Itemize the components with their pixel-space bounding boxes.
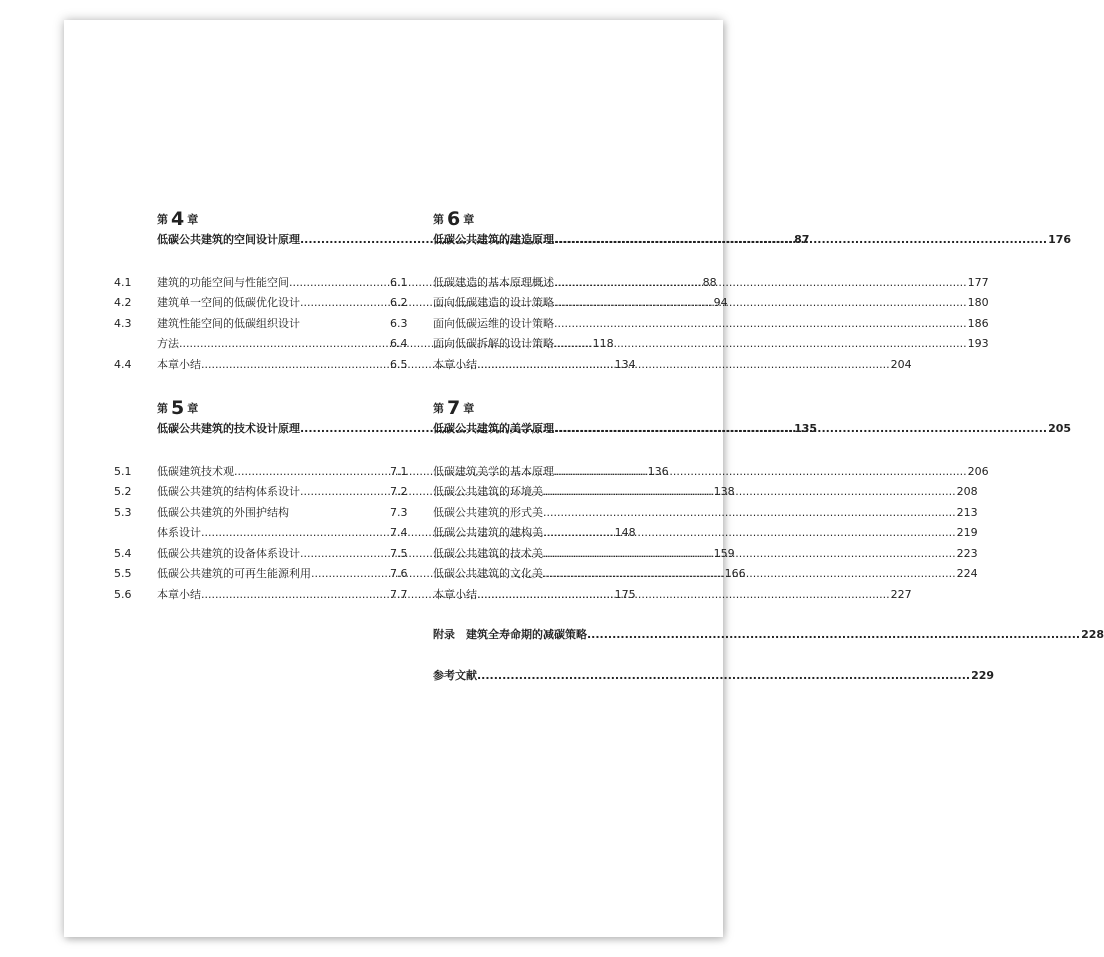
toc-entry[interactable]: 7.6 低碳公共建筑的文化美 ..... 224 [390, 564, 640, 585]
toc-entry[interactable]: 5.4 低碳公共建筑的设备体系设计 ..... 159 [114, 544, 364, 565]
toc-entry[interactable]: 7.7 本章小结 ..... 227 [390, 585, 640, 606]
chapter-number: 4 [171, 208, 185, 230]
toc-entry[interactable]: 5.3 低碳公共建筑的外围护结构 [114, 505, 289, 519]
toc-entry-continued[interactable]: 方法 ..... 118 [114, 334, 364, 355]
chapter-title[interactable]: 低碳公共建筑的建造原理 ..... 176 [433, 230, 640, 251]
toc-entry-continued[interactable]: 体系设计 ..... 148 [114, 523, 364, 544]
chapter-label: 第 6 章 [433, 208, 475, 230]
appendix-entry[interactable]: 附录 建筑全寿命期的减碳策略 ..... 228 [433, 625, 640, 646]
chapter-label: 第 4 章 [157, 208, 199, 230]
toc-entry[interactable]: 7.1 低碳建筑美学的基本原理 ..... 206 [390, 462, 640, 483]
toc-entry[interactable]: 5.2 低碳公共建筑的结构体系设计 ..... 138 [114, 482, 364, 503]
toc-entry[interactable]: 4.1 建筑的功能空间与性能空间 ..... 88 [114, 273, 364, 294]
chapter-label: 第 5 章 [157, 397, 199, 419]
chapter-number: 5 [171, 397, 185, 419]
toc-entry[interactable]: 7.3 低碳公共建筑的形式美 ..... 213 [390, 503, 640, 524]
toc-entry[interactable]: 6.2 面向低碳建造的设计策略 ..... 180 [390, 293, 640, 314]
chapter-number: 6 [447, 208, 461, 230]
toc-entry[interactable]: 7.5 低碳公共建筑的技术美 ..... 223 [390, 544, 640, 565]
chapter-title[interactable]: 低碳公共建筑的技术设计原理 ..... 135 [157, 419, 364, 440]
chapter-title[interactable]: 低碳公共建筑的空间设计原理 ..... 87 [157, 230, 364, 251]
toc-entry[interactable]: 5.1 低碳建筑技术观 ..... 136 [114, 462, 364, 483]
references-entry[interactable]: 参考文献 ..... 229 [433, 666, 640, 687]
toc-entry[interactable]: 7.4 低碳公共建筑的建构美 ..... 219 [390, 523, 640, 544]
chapter-label: 第 7 章 [433, 397, 475, 419]
toc-entry[interactable]: 6.3 面向低碳运维的设计策略 ..... 186 [390, 314, 640, 335]
chapter-title[interactable]: 低碳公共建筑的美学原理 ..... 205 [433, 419, 640, 440]
toc-entry[interactable]: 5.5 低碳公共建筑的可再生能源利用 ..... 166 [114, 564, 364, 585]
toc-entry[interactable]: 5.6 本章小结 ..... 175 [114, 585, 364, 606]
toc-entry[interactable]: 6.5 本章小结 ..... 204 [390, 355, 640, 376]
chapter-number: 7 [447, 397, 461, 419]
toc-entry[interactable]: 7.2 低碳公共建筑的环境美 ..... 208 [390, 482, 640, 503]
toc-entry[interactable]: 6.1 低碳建造的基本原理概述 ..... 177 [390, 273, 640, 294]
toc-page [64, 20, 1104, 937]
toc-entry[interactable]: 4.4 本章小结 ..... 134 [114, 355, 364, 376]
toc-entry[interactable]: 6.4 面向低碳拆解的设计策略 ..... 193 [390, 334, 640, 355]
toc-entry[interactable]: 4.3 建筑性能空间的低碳组织设计 [114, 316, 300, 330]
toc-entry[interactable]: 4.2 建筑单一空间的低碳优化设计 ..... 94 [114, 293, 364, 314]
